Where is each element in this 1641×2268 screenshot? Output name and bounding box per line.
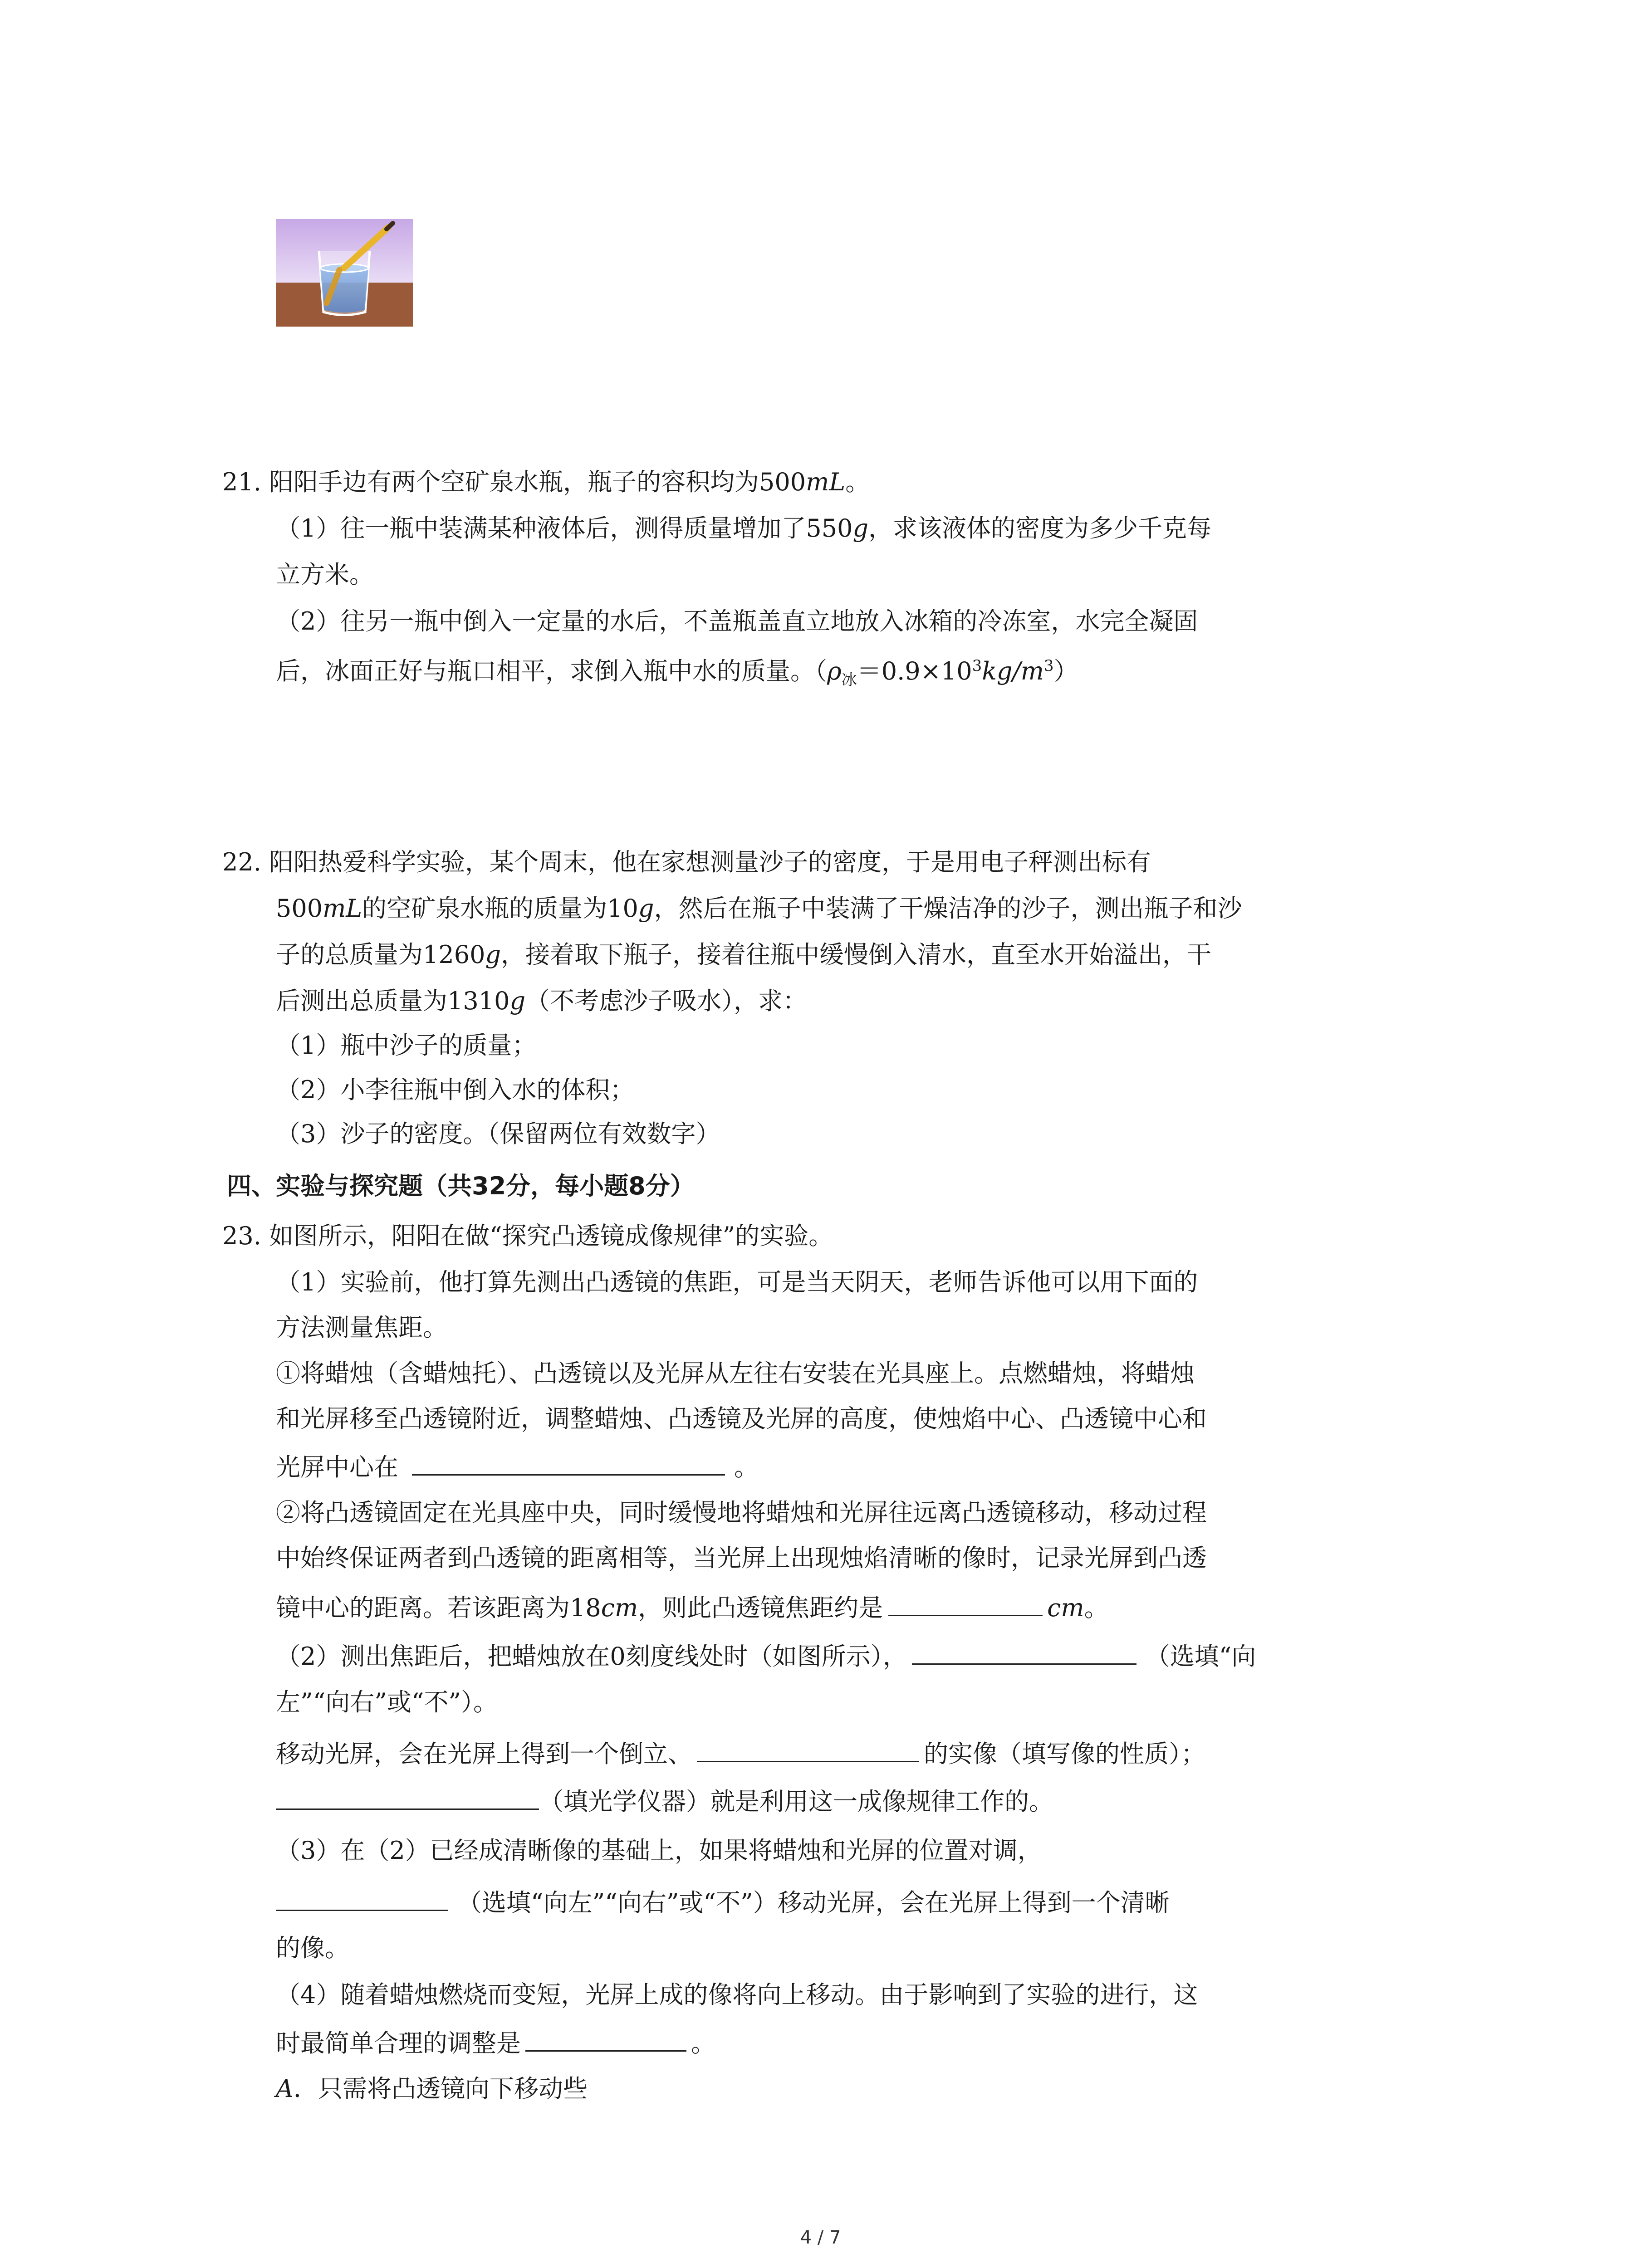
section-4-heading: 四、实验与探究题（共32分，每小题8分） xyxy=(227,1172,695,1200)
q23-line-9: 镜中心的距离。若该距离为18cm，则此凸透镜焦距约是 cm。 xyxy=(276,1591,1109,1624)
q23-line-14: （3）在（2）已经成清晰像的基础上，如果将蜡烛和光屏的位置对调， xyxy=(276,1836,1042,1865)
q21-part1-line-2: 立方米。 xyxy=(276,560,374,589)
q23-line-2: （1）实验前，他打算先测出凸透镜的焦距，可是当天阴天，老师告诉他可以用下面的 xyxy=(276,1268,1198,1296)
page-number: 4 / 7 xyxy=(800,2227,841,2248)
pencil-in-water-glass-image xyxy=(276,219,413,327)
q22-sub-2: （2）小李往瓶中倒入水的体积； xyxy=(276,1075,635,1104)
q23-line-1: 23. 如图所示，阳阳在做“探究凸透镜成像规律”的实验。 xyxy=(222,1222,833,1250)
q23-line-17: （4）随着蜡烛燃烧而变短，光屏上成的像将向上移动。由于影响到了实验的进行，这 xyxy=(276,1980,1198,2009)
q21-part2-line-2: 后，冰面正好与瓶口相平，求倒入瓶中水的质量。$(\rho_冰=0.9\times 10^3kg/m^3)$ xyxy=(276,657,1078,689)
q23-line-16: 的像。 xyxy=(276,1934,349,1962)
answer-blank-5[interactable] xyxy=(276,1785,539,1810)
q22-sub-1: （1）瓶中沙子的质量； xyxy=(276,1031,537,1060)
answer-blank-7[interactable] xyxy=(525,2027,686,2052)
q23-line-4: ①将蜡烛（含蜡烛托）、凸透镜以及光屏从左往右安装在光具座上。点燃蜡烛，将蜡烛 xyxy=(276,1359,1195,1388)
answer-blank-2[interactable] xyxy=(888,1591,1043,1616)
q23-line-7: ②将凸透镜固定在光具座中央，同时缓慢地将蜡烛和光屏往远离凸透镜移动，移动过程 xyxy=(276,1498,1207,1527)
q22-sub-3: （3）沙子的密度。（保留两位有效数字） xyxy=(276,1119,720,1148)
q22-line-4: 后测出总质量为1310g（不考虑沙子吸水），求： xyxy=(276,987,808,1015)
q23-line-11: 左”“向右”或“不”）。 xyxy=(276,1688,498,1716)
answer-blank-1[interactable] xyxy=(412,1451,725,1476)
q23-line-18: 时最简单合理的调整是 。 xyxy=(276,2027,715,2059)
q21-part2-line-1: （2）往另一瓶中倒入一定量的水后，不盖瓶盖直立地放入冰箱的冷冻室，水完全凝固 xyxy=(276,607,1198,635)
q23-line-13: （填光学仪器）就是利用这一成像规律工作的。 xyxy=(276,1785,1053,1818)
q23-line-12: 移动光屏，会在光屏上得到一个倒立、 的实像（填写像的性质）； xyxy=(276,1737,1205,1770)
q22-line-1: 22. 阳阳热爱科学实验，某个周末，他在家想测量沙子的密度，于是用电子秤测出标有 xyxy=(222,848,1151,876)
q23-line-3: 方法测量焦距。 xyxy=(276,1313,447,1342)
q23-line-15: （选填“向左”“向右”或“不”）移动光屏，会在光屏上得到一个清晰 xyxy=(276,1886,1170,1919)
q23-option-a[interactable]: A．只需将凸透镜向下移动些 xyxy=(276,2074,588,2103)
q23-line-5: 和光屏移至凸透镜附近，调整蜡烛、凸透镜及光屏的高度，使烛焰中心、凸透镜中心和 xyxy=(276,1404,1207,1433)
q23-line-10: （2）测出焦距后，把蜡烛放在0刻度线处时（如图所示）， （选填“向 xyxy=(276,1640,1256,1672)
q23-line-6: 光屏中心在 。 xyxy=(276,1451,759,1483)
answer-blank-4[interactable] xyxy=(697,1737,919,1762)
q21-part1-line-1: （1）往一瓶中装满某种液体后，测得质量增加了550g，求该液体的密度为多少千克每 xyxy=(276,514,1212,543)
answer-blank-3[interactable] xyxy=(912,1640,1136,1665)
answer-blank-6[interactable] xyxy=(276,1886,448,1911)
q22-line-3: 子的总质量为1260g，接着取下瓶子，接着往瓶中缓慢倒入清水，直至水开始溢出，干 xyxy=(276,940,1212,969)
q22-line-2: 500mL的空矿泉水瓶的质量为10g，然后在瓶子中装满了干燥洁净的沙子，测出瓶子和沙 xyxy=(276,894,1242,923)
q21-line-1: 21. 阳阳手边有两个空矿泉水瓶，瓶子的容积均为500mL。 xyxy=(222,468,870,496)
q23-line-8: 中始终保证两者到凸透镜的距离相等，当光屏上出现烛焰清晰的像时，记录光屏到凸透 xyxy=(276,1544,1207,1572)
